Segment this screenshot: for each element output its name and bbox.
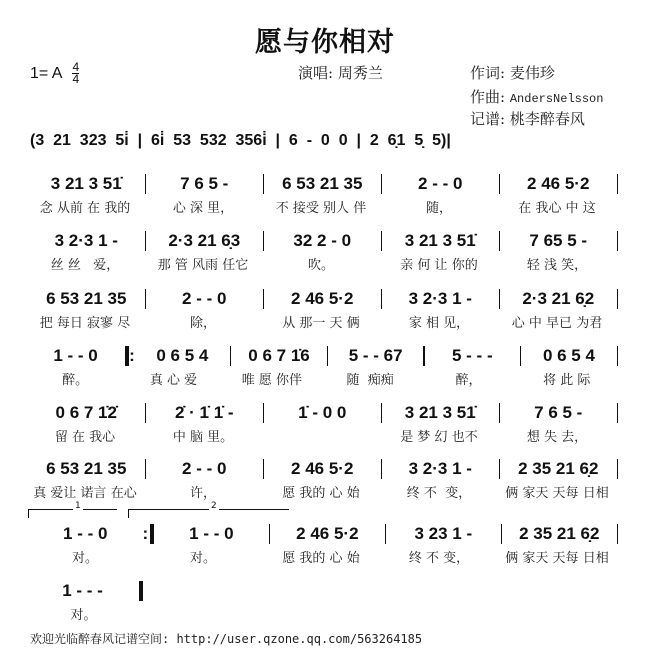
notes-line <box>28 458 618 480</box>
lyrics-line <box>28 426 618 446</box>
measure-lyrics: 唯 愿 你伴 <box>241 373 302 388</box>
notes-line <box>28 402 618 424</box>
measure: 2 46 5·2 <box>291 459 354 478</box>
repeat-dots: : <box>129 346 135 365</box>
measure: 6 53 21 35 <box>46 459 127 478</box>
lyrics-line <box>28 197 618 217</box>
measure: 0 6 5 4 <box>156 346 209 365</box>
composer-credit: 作曲: AndersNelsson <box>470 88 604 106</box>
measure: 3 21 3 51̇ <box>50 174 122 193</box>
measure: 3 2·3 1 - <box>408 459 472 478</box>
measure: 0 6 7 1̇2̇ <box>55 403 117 422</box>
measure-lyrics: 俩 家天 天每 日相 <box>505 551 609 566</box>
barline <box>617 231 619 251</box>
measure-lyrics: 随， <box>425 201 452 216</box>
singer-credit: 演唱: 周秀兰 <box>298 64 383 82</box>
measure-lyrics: 从 那一 天 俩 <box>282 316 360 331</box>
measure: 6 53 21 35 <box>46 289 127 308</box>
measure-lyrics: 醉。 <box>62 373 89 388</box>
measure-lyrics: 俩 家天 天每 日相 <box>505 486 609 501</box>
lyrics-line <box>28 547 618 567</box>
song-title: 愿与你相对 <box>255 27 395 58</box>
notes-line <box>28 345 618 367</box>
staff-row <box>28 501 618 567</box>
measure-lyrics: 愿 我的 心 始 <box>282 486 360 501</box>
barline <box>617 174 619 194</box>
measure: 2 46 5·2 <box>296 524 359 543</box>
measure-lyrics: 真 心 爱 <box>149 373 198 388</box>
measure-lyrics: 终 不 变， <box>406 486 472 501</box>
measure: 7 65 5 - <box>529 231 588 250</box>
measure: 2·3 21 6̣2 <box>522 289 595 308</box>
staff-row <box>28 458 618 502</box>
measure: 2 46 5·2 <box>527 174 590 193</box>
measure: 2 - - 0 <box>418 174 463 193</box>
measure: 6 53 21 35 <box>282 174 363 193</box>
measure: 3 23 1 - <box>414 524 473 543</box>
notes-line <box>28 230 618 252</box>
staff-row <box>28 288 618 332</box>
lyrics-line <box>28 604 143 624</box>
time-signature: 4 4 <box>72 60 80 86</box>
measure-lyrics: 愿 我的 心 始 <box>282 551 360 566</box>
staff-row <box>28 402 618 446</box>
barline <box>617 459 619 479</box>
measure: 0 6 5 4 <box>542 346 595 365</box>
measure-lyrics <box>264 426 378 446</box>
measure-lyrics: 留 在 我心 <box>54 430 116 445</box>
staff-row <box>28 173 618 217</box>
measure: 1 - - 0 <box>63 524 108 543</box>
barline <box>617 289 619 309</box>
notes-line <box>28 288 618 310</box>
measure: 3 2·3 1 - <box>408 289 472 308</box>
measure-lyrics: 对。 <box>70 608 97 623</box>
key-label: 1= A <box>30 64 63 82</box>
measure-lyrics: 轻 浅 笑， <box>526 258 588 273</box>
measure: 2̇ · 1̇ 1̇ - <box>174 403 234 422</box>
measure: 7 6 5 - <box>534 403 583 422</box>
measure: 0 6 7 1̇6 <box>248 346 310 365</box>
measure-lyrics: 许， <box>189 486 216 501</box>
final-barline <box>139 581 143 601</box>
measure: 2·3 21 6̣3 <box>168 231 241 250</box>
notes-line <box>28 173 618 195</box>
measure: 2 35 21 6̣2 <box>518 459 599 478</box>
measure: 5 - - - <box>452 346 493 365</box>
barline <box>617 346 619 366</box>
key-signature <box>30 62 79 85</box>
measure: 1 - - - <box>62 581 103 600</box>
barline <box>617 403 619 423</box>
measure: 2 - - 0 <box>182 289 227 308</box>
measure: 1̇ - 0 0 <box>298 403 347 422</box>
transcriber-credit: 记谱: 桃李醉春风 <box>470 110 585 128</box>
measure-lyrics: 中 脑 里。 <box>172 430 234 445</box>
staff-row <box>28 345 618 389</box>
measure-lyrics: 对。 <box>189 551 216 566</box>
notes-line <box>28 523 618 545</box>
measure-lyrics: 在 我心 中 这 <box>518 201 596 216</box>
measure-lyrics: 是 梦 幻 也不 <box>400 430 478 445</box>
lyrics-line <box>28 482 618 502</box>
measure-lyrics: 醉， <box>455 373 482 388</box>
measure-lyrics: 心 中 早已 为君 <box>511 316 603 331</box>
measure-lyrics: 念 从前 在 我的 <box>39 201 131 216</box>
intro-line: (3 21 323 5i̇ | 6i̇ 53 532 356i̇ | 6 - 0 0 | 2 6̣1 5̣ 5)| <box>30 132 451 149</box>
measure: 3 2·3 1 - <box>54 231 118 250</box>
measure-lyrics: 想 失 去， <box>526 430 588 445</box>
measure-lyrics: 把 每日 寂寥 尽 <box>39 316 131 331</box>
measure: 2 35 21 6̣2 <box>519 524 600 543</box>
measure-lyrics: 丝 丝 爱， <box>50 258 120 273</box>
footer-link: 欢迎光临醉春风记谱空间: http://user.qzone.qq.com/563264185 <box>30 632 423 646</box>
measure: 1 - - 0 <box>53 346 98 365</box>
measure-lyrics: 随 痴痴 <box>346 373 394 388</box>
notes-line <box>28 580 143 602</box>
measure: 7 6 5 - <box>180 174 229 193</box>
measure: 3 21 3 51̇ <box>404 231 476 250</box>
staff-row <box>28 580 143 624</box>
measure-lyrics: 除， <box>189 316 216 331</box>
measure-lyrics: 终 不 变， <box>408 551 470 566</box>
volta-bracket <box>128 501 289 518</box>
measure-lyrics: 对。 <box>71 551 98 566</box>
measure: 2 46 5·2 <box>291 289 354 308</box>
volta-number: 1 <box>75 501 81 511</box>
measure-lyrics: 那 管 风雨 任它 <box>157 258 249 273</box>
measure: 3 21 3 51̇ <box>404 403 476 422</box>
measure-lyrics: 真 爱让 诺言 在心 <box>33 486 137 501</box>
measure-lyrics: 心 深 里， <box>172 201 234 216</box>
measure: 32 2 - 0 <box>293 231 352 250</box>
staff-row <box>28 230 618 274</box>
measure-lyrics: 将 此 际 <box>543 373 591 388</box>
measure-lyrics: 吹。 <box>307 258 334 273</box>
measure: 5 - - 67 <box>348 346 403 365</box>
measure-lyrics: 亲 何 让 你的 <box>400 258 478 273</box>
measure: 2 - - 0 <box>182 459 227 478</box>
lyrics-line <box>28 312 618 332</box>
measure-lyrics: 家 相 见， <box>408 316 470 331</box>
barline <box>617 524 619 544</box>
lyricist-credit: 作词: 麦伟珍 <box>470 64 555 82</box>
lyrics-line <box>28 369 618 389</box>
volta-number: 2 <box>211 501 217 511</box>
volta-bracket <box>28 501 117 518</box>
measure-lyrics: 不 接受 别人 伴 <box>275 201 367 216</box>
repeat-dots: : <box>142 524 149 543</box>
measure: 1 - - 0 <box>189 524 234 543</box>
lyrics-line <box>28 254 618 274</box>
